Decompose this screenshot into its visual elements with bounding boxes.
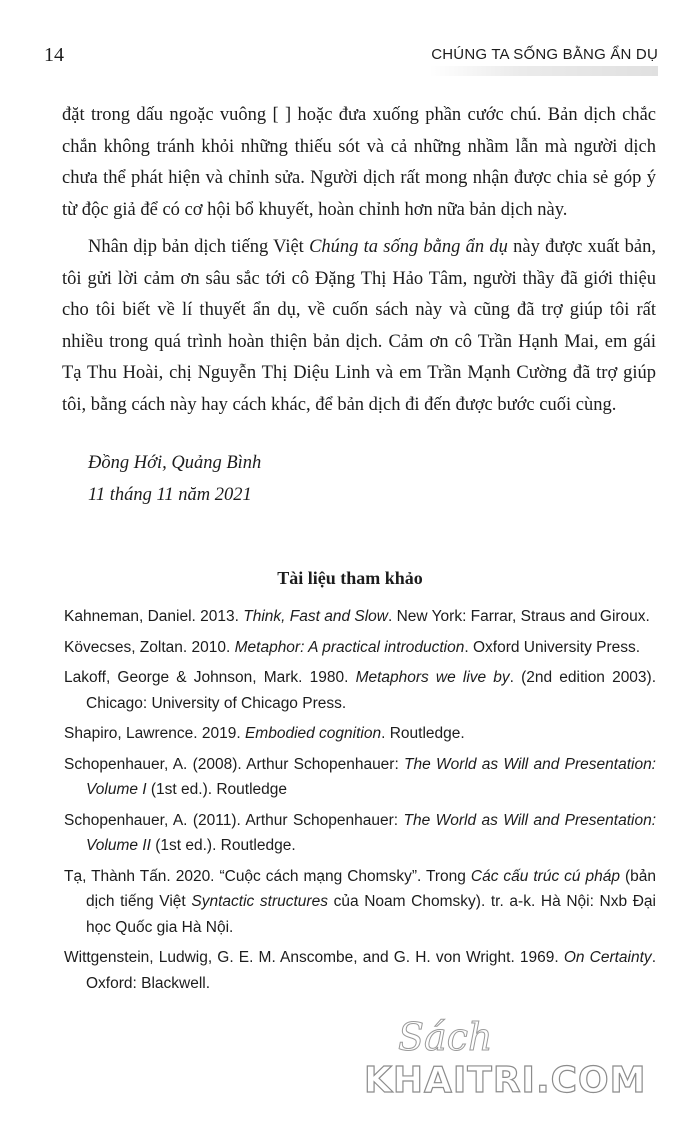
reference-text: . Routledge.	[381, 725, 465, 742]
signoff-place: Đồng Hới, Quảng Bình	[88, 453, 262, 473]
watermark-logo	[360, 1010, 680, 1100]
reference-item	[64, 721, 656, 747]
header-shading	[428, 66, 658, 76]
reference-item	[64, 808, 656, 859]
reference-item	[64, 635, 656, 661]
paragraph-text: này được xuất bản, tôi gửi lời cảm ơn sâu sắc tới cô Đặng Thị Hảo Tâm, người thầy đã giới thiệu cho tôi biết về lí thuyết ẩn dụ, về cuốn sách này và cũng đã trợ giúp tôi rất nhiều trong quá trình hoàn thiện bản dịch. Cảm ơn cô Trần Hạnh Mai, em gái Tạ Thu Hoài, chị Nguyễn Thị Diệu Linh và em Trần Mạnh Cường đã trợ giúp tôi, bằng cách này hay cách khác, để bản dịch đi đến được bước cuối cùng.	[62, 237, 657, 415]
running-title: CHÚNG TA SỐNG BẰNG ẨN DỤ	[431, 46, 658, 63]
reference-text: Wittgenstein, Ludwig, G. E. M. Anscombe, and G. H. von Wright. 1969.	[64, 949, 564, 966]
reference-title: On Certainty	[563, 949, 652, 966]
watermark-script: Sách	[398, 1015, 493, 1059]
reference-item	[64, 864, 656, 941]
reference-title: Metaphor: A practical introduction	[234, 638, 465, 656]
reference-text: của Noam Chomsky). tr. a-k. Hà Nội: Nxb Đại học Quốc gia Hà Nội.	[86, 893, 656, 936]
reference-item	[64, 665, 656, 716]
reference-title: Think, Fast and Slow	[243, 608, 388, 625]
reference-text: Tạ, Thành Tấn. 2020. “Cuộc cách mạng Chomsky”. Trong	[64, 867, 471, 885]
paragraph-text: Nhân dịp bản dịch tiếng Việt	[88, 237, 310, 257]
reference-item	[64, 752, 656, 803]
body-text	[62, 100, 656, 427]
reference-text: Shapiro, Lawrence. 2019.	[64, 725, 245, 742]
reference-text: (bản dịch tiếng Việt	[86, 867, 656, 910]
reference-text: Schopenhauer, A. (2008). Arthur Schopenhauer:	[64, 755, 405, 773]
reference-text: . (2nd edition 2003). Chicago: University of Chicago Press.	[86, 669, 657, 712]
reference-text: Schopenhauer, A. (2011). Arthur Schopenhauer:	[64, 811, 404, 829]
reference-title: The World as Will and Presentation: Volume I	[86, 755, 656, 798]
paragraph-acknowledgements	[62, 232, 656, 421]
reference-item	[64, 945, 656, 996]
paragraph-continued: đặt trong dấu ngoặc vuông [ ] hoặc đưa xuống phần cước chú. Bản dịch chắc chắn không tránh khỏi những thiếu sót và cả những nhầm lẫn mà người dịch chưa thể phát hiện và chỉnh sửa. Người dịch rất mong nhận được chia sẻ góp ý từ độc giả để có cơ hội bổ khuyết, hoàn chỉnh hơn nữa bản dịch này.	[62, 105, 656, 220]
references-title: Tài liệu tham khảo	[277, 568, 423, 588]
reference-text: Lakoff, George & Johnson, Mark. 1980.	[64, 669, 356, 686]
reference-title: The World as Will and Presentation: Volume II	[86, 811, 657, 854]
watermark-graphic	[360, 1010, 680, 1100]
page-header	[44, 36, 658, 76]
reference-text: (1st ed.). Routledge.	[150, 837, 296, 854]
reference-text: Kövecses, Zoltan. 2010.	[64, 638, 235, 656]
page-number: 14	[44, 44, 64, 66]
book-title: Chúng ta sống bằng ẩn dụ	[309, 237, 508, 257]
references-list	[64, 604, 656, 1001]
reference-title: Embodied cognition	[244, 725, 382, 742]
signoff	[88, 448, 261, 511]
reference-item	[64, 604, 656, 630]
reference-title: Các cấu trúc cú pháp	[470, 867, 620, 885]
watermark-brand: KHAITRI.COM	[364, 1060, 647, 1100]
reference-text: Kahneman, Daniel. 2013.	[64, 608, 244, 625]
reference-text: . New York: Farrar, Straus and Giroux.	[387, 608, 650, 625]
reference-text: . Oxford University Press.	[464, 638, 641, 656]
reference-title: Metaphors we live by	[355, 669, 510, 686]
reference-text: (1st ed.). Routledge	[146, 781, 288, 798]
reference-text: . Oxford: Blackwell.	[86, 949, 656, 992]
reference-title: Syntactic structures	[191, 893, 328, 910]
signoff-date: 11 tháng 11 năm 2021	[88, 484, 252, 505]
